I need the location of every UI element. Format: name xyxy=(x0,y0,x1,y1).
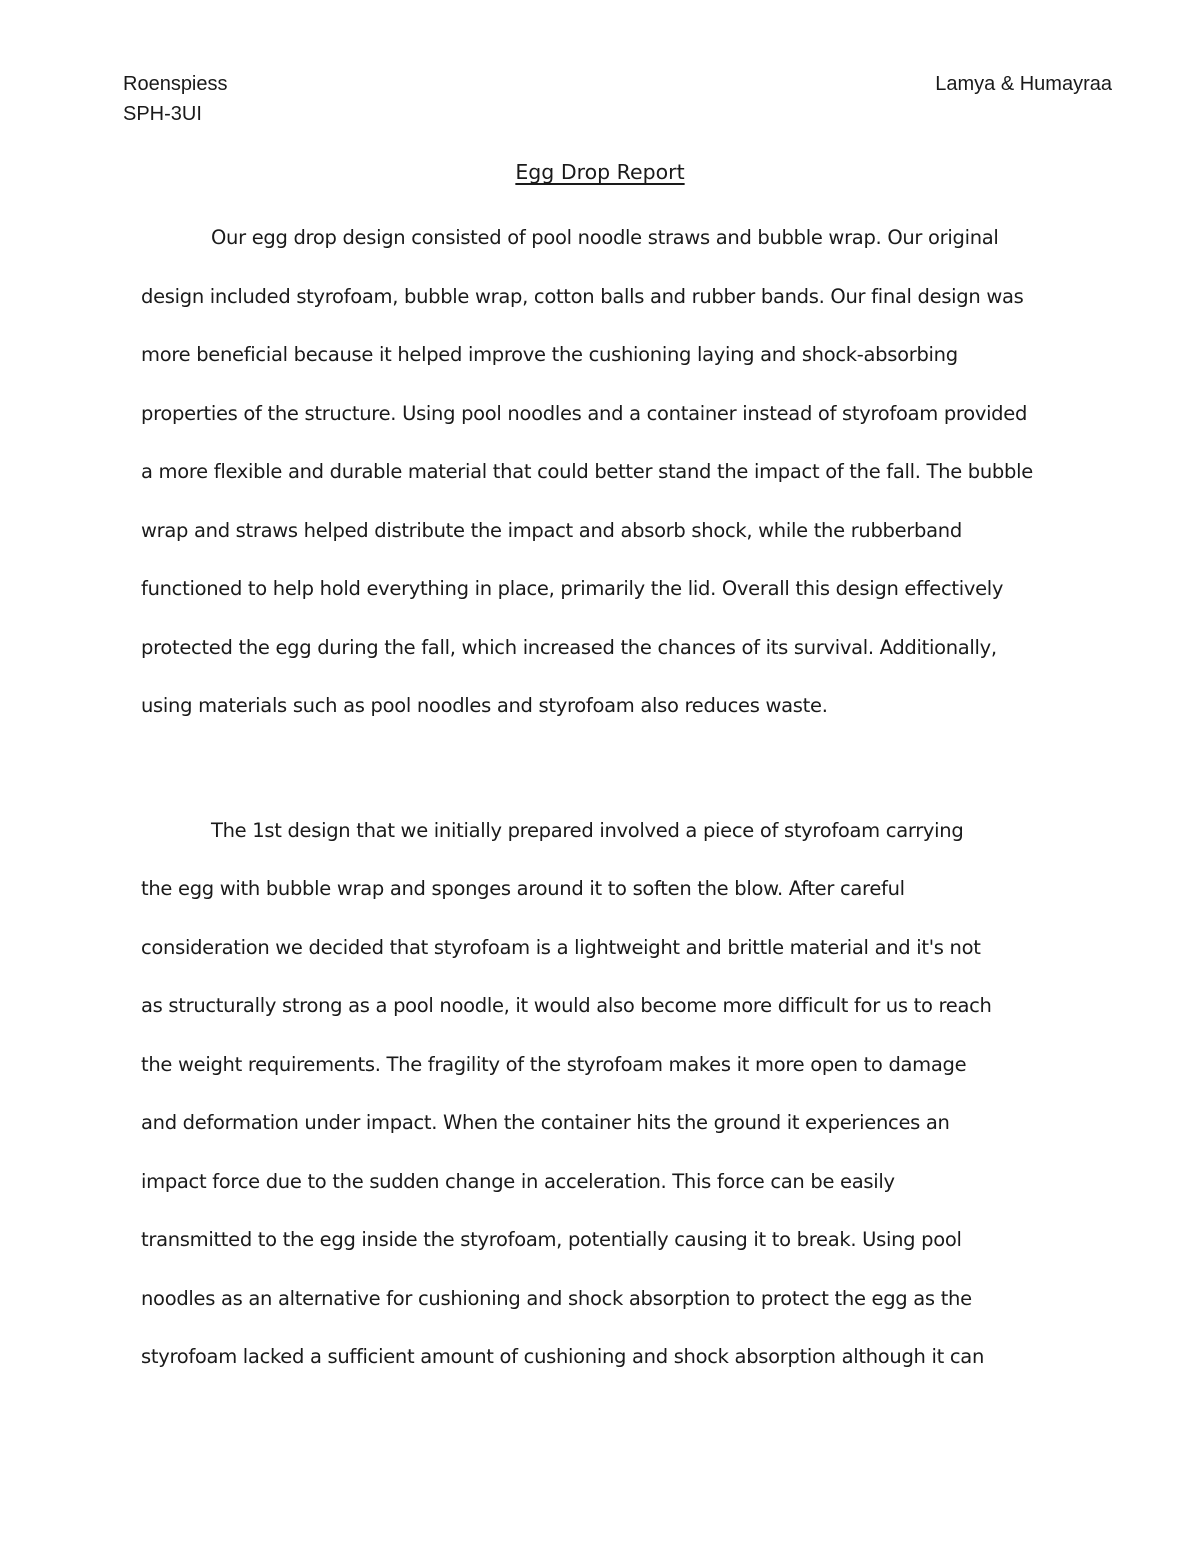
paragraph-line: noodles as an alternative for cushioning and shock absorption to protect the egg as the xyxy=(141,1287,972,1310)
paragraph-line: styrofoam lacked a sufficient amount of cushioning and shock absorption although it can xyxy=(141,1345,985,1368)
paragraph-line: protected the egg during the fall, which increased the chances of its survival. Additionally, xyxy=(141,636,997,659)
paragraph-line: using materials such as pool noodles and styrofoam also reduces waste. xyxy=(141,694,828,717)
paragraph-line: Our egg drop design consisted of pool noodle straws and bubble wrap. Our original xyxy=(211,226,999,249)
paragraph-line: and deformation under impact. When the container hits the ground it experiences an xyxy=(141,1111,950,1134)
paragraph-line: more beneficial because it helped improve the cushioning laying and shock-absorbing xyxy=(141,343,958,366)
paragraph-line: consideration we decided that styrofoam is a lightweight and brittle material and it's not xyxy=(141,936,981,959)
paragraph-line: a more flexible and durable material that could better stand the impact of the fall. The bubble xyxy=(141,460,1033,483)
header-course-code: SPH-3UI xyxy=(123,103,202,125)
paragraph-line: The 1st design that we initially prepared involved a piece of styrofoam carrying xyxy=(211,819,964,842)
report-title: Egg Drop Report xyxy=(515,160,685,184)
paragraph-line: wrap and straws helped distribute the impact and absorb shock, while the rubberband xyxy=(141,519,962,542)
header-author-names: Lamya & Humayraa xyxy=(935,73,1112,95)
paragraph-line: the weight requirements. The fragility of the styrofoam makes it more open to damage xyxy=(141,1053,967,1076)
paragraph-line: functioned to help hold everything in place, primarily the lid. Overall this design effectively xyxy=(141,577,1004,600)
paragraph-line: design included styrofoam, bubble wrap, cotton balls and rubber bands. Our final design was xyxy=(141,285,1024,308)
header-teacher-name: Roenspiess xyxy=(123,73,228,95)
paragraph-line: transmitted to the egg inside the styrofoam, potentially causing it to break. Using pool xyxy=(141,1228,962,1251)
paragraph-line: properties of the structure. Using pool noodles and a container instead of styrofoam provided xyxy=(141,402,1028,425)
paragraph-line: the egg with bubble wrap and sponges around it to soften the blow. After careful xyxy=(141,877,905,900)
paragraph-line: impact force due to the sudden change in acceleration. This force can be easily xyxy=(141,1170,895,1193)
paragraph-line: as structurally strong as a pool noodle, it would also become more difficult for us to reach xyxy=(141,994,992,1017)
